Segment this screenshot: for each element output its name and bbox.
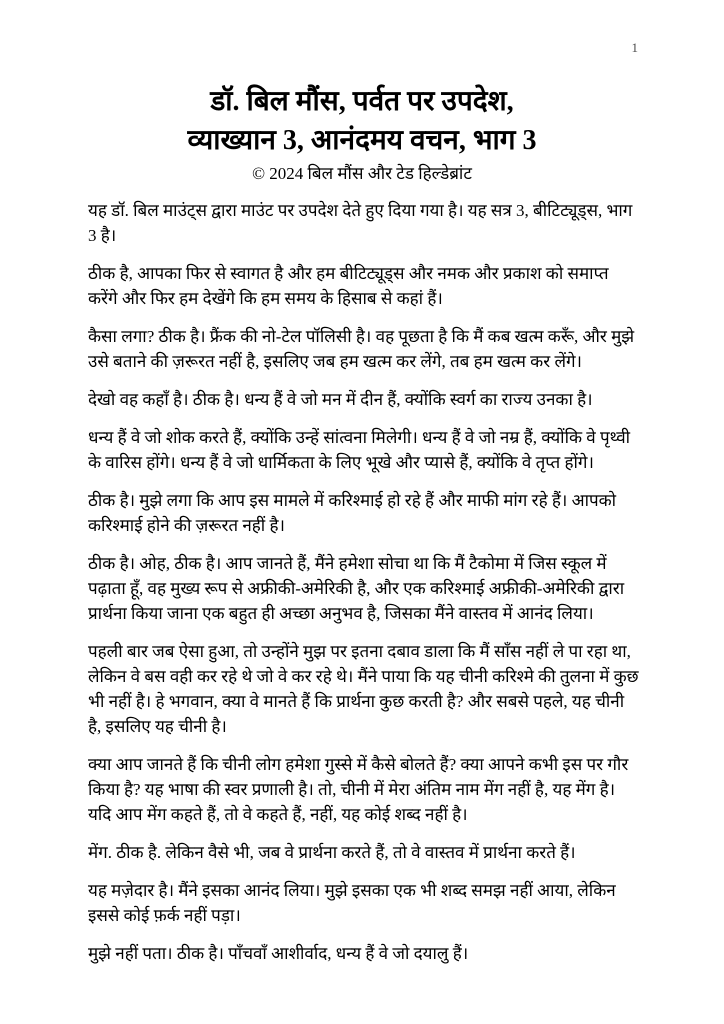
copyright-line: © 2024 बिल मौंस और टेड हिल्डेब्रांट: [252, 164, 472, 183]
document-body: [88, 198, 640, 966]
paragraph: धन्य हैं वे जो शोक करते हैं, क्योंकि उन्हें सांत्वना मिलेगी। धन्य हैं वे जो नम्र हैं, क्योंकि वे पृथ्वी के वारिस होंगे। धन्य हैं वे जो धार्मिकता के लिए भूखे और प्यासे हैं, क्योंकि वे तृप्त होंगे।: [88, 428, 631, 472]
paragraph: यह डॉ. बिल माउंट्स द्वारा माउंट पर उपदेश देते हुए दिया गया है। यह सत्र 3, बीटिट्यूड्स, भाग 3 है।: [88, 201, 633, 245]
paragraph: पहली बार जब ऐसा हुआ, तो उन्होंने मुझ पर इतना दबाव डाला कि मैं साँस नहीं ले पा रहा था, लेकिन वे बस वही कर रहे थे जो वे कर रहे थे। मैंने पाया कि यह चीनी करिश्मे की तुलना में कुछ भी नहीं है। हे भगवान, क्या वे मानते हैं कि प्रार्थना कुछ करती है? और सबसे पहले, यह चीनी है, इसलिए यह चीनी है।: [88, 642, 639, 736]
document-title: [60, 82, 664, 160]
paragraph: यह मज़ेदार है। मैंने इसका आनंद लिया। मुझे इसका एक भी शब्द समझ नहीं आया, लेकिन इससे कोई फ़र्क नहीं पड़ा।: [88, 881, 616, 925]
title-line-2: व्याख्यान 3, आनंदमय वचन, भाग 3: [187, 125, 537, 156]
paragraph: कैसा लगा? ठीक है। फ्रैंक की नो-टेल पॉलिसी है। वह पूछता है कि मैं कब खत्म करूँ, और मुझे उसे बताने की ज़रूरत नहीं है, इसलिए जब हम खत्म कर लेंगे, तब हम खत्म कर लेंगे।: [88, 327, 635, 371]
paragraph: देखो वह कहाँ है। ठीक है। धन्य हैं वे जो मन में दीन हैं, क्योंकि स्वर्ग का राज्य उनका है।: [88, 390, 593, 409]
page-number: 1: [631, 40, 638, 55]
paragraph: मेंग. ठीक है. लेकिन वैसे भी, जब वे प्रार्थना करते हैं, तो वे वास्तव में प्रार्थना करते हैं।: [88, 843, 576, 862]
paragraph: ठीक है। ओह, ठीक है। आप जानते हैं, मैंने हमेशा सोचा था कि मैं टैकोमा में जिस स्कूल में पढ़ाता हूँ, वह मुख्य रूप से अफ्रीकी-अमेरिकी है, और एक करिश्माई अफ्रीकी-अमेरिकी द्वारा प्रार्थना किया जाना एक बहुत ही अच्छा अनुभव है, जिसका मैंने वास्तव में आनंद लिया।: [88, 554, 625, 623]
paragraph: मुझे नहीं पता। ठीक है। पाँचवाँ आशीर्वाद, धन्य हैं वे जो दयालु हैं।: [88, 944, 469, 963]
paragraph: ठीक है। मुझे लगा कि आप इस मामले में करिश्माई हो रहे हैं और माफी मांग रहे हैं। आपको करिश्माई होने की ज़रूरत नहीं है।: [88, 491, 617, 535]
paragraph: ठीक है, आपका फिर से स्वागत है और हम बीटिट्यूड्स और नमक और प्रकाश को समाप्त करेंगे और फिर हम देखेंगे कि हम समय के हिसाब से कहां हैं।: [88, 264, 609, 308]
title-line-1: डॉ. बिल मौंस, पर्वत पर उपदेश,: [210, 86, 514, 117]
paragraph: क्या आप जानते हैं कि चीनी लोग हमेशा गुस्से में कैसे बोलते हैं? क्या आपने कभी इस पर गौर किया है? यह भाषा की स्वर प्रणाली है। तो, चीनी में मेरा अंतिम नाम मेंग नहीं है, यह मेंग है। यदि आप मेंग कहते हैं, तो वे कहते हैं, नहीं, यह कोई शब्द नहीं है।: [88, 755, 629, 824]
